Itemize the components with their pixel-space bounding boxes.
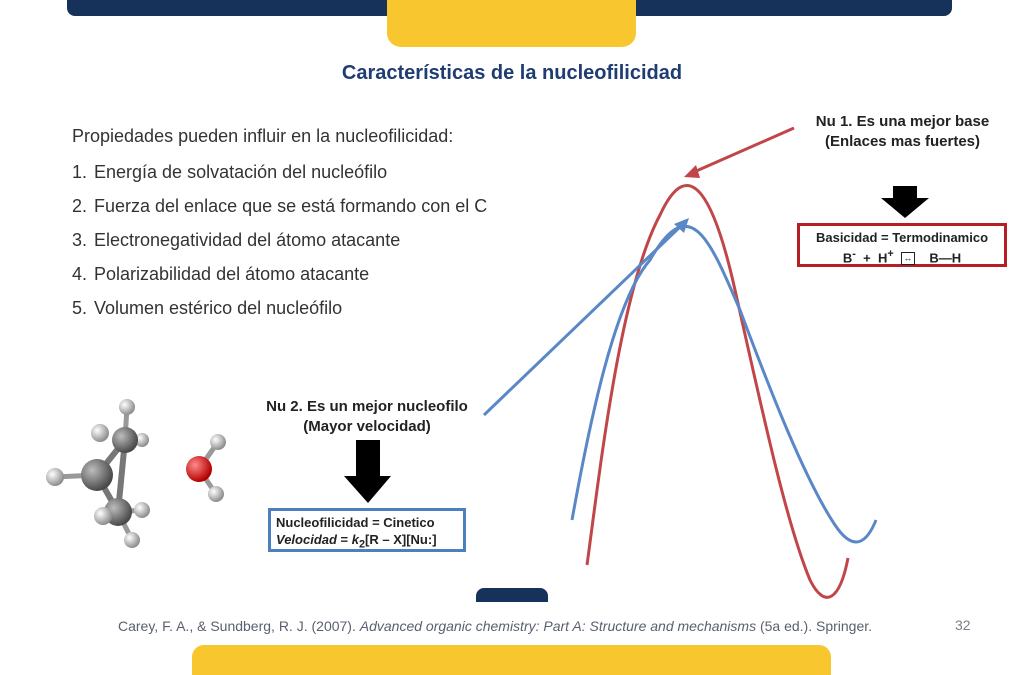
list-item: 1. Energía de solvatación del nucleófilo — [72, 162, 388, 182]
list-item: 3. Electronegatividad del átomo atacante — [72, 230, 401, 250]
list-item: 5. Volumen estérico del nucleófilo — [72, 298, 343, 318]
nu1-arrowhead — [684, 165, 700, 178]
page-number: 32 — [955, 617, 971, 633]
list-item: 2. Fuerza del enlace que se está formando con el C — [72, 196, 488, 216]
equilibrium-arrow-icon: ↔ — [901, 252, 915, 265]
blue-energy-curve — [572, 226, 876, 542]
basicity-box: Basicidad = Termodinamico B- + H+ ↔ B—H — [797, 223, 1007, 267]
nu2-arrow-line — [484, 225, 682, 415]
black-down-arrow-left — [344, 440, 391, 503]
molecule-3d-icon — [46, 399, 150, 548]
nu1-label: Nu 1. Es una mejor base (Enlaces mas fuertes) — [815, 113, 990, 150]
nu1-arrow-line — [694, 128, 794, 172]
intro-text: Propiedades pueden influir en la nucleofilicidad: — [72, 126, 454, 146]
black-down-arrow-right — [881, 186, 929, 218]
reference-citation: Carey, F. A., & Sundberg, R. J. (2007). Advanced organic chemistry: Part A: Structure and mechanisms (5a ed.). Springer. — [118, 618, 873, 634]
nu2-label: Nu 2. Es un mejor nucleofilo (Mayor velocidad) — [266, 398, 468, 435]
list-item: 4. Polarizabilidad del átomo atacante — [72, 264, 370, 284]
bottom-yellow-bar — [192, 645, 831, 675]
slide-title: Características de la nucleofilicidad — [341, 62, 683, 84]
nucleophilicity-box: Nucleofilicidad = Cinetico Velocidad = $k_2[R$ – X][Nu:] — [268, 508, 466, 552]
bottom-navy-tab — [476, 588, 548, 602]
water-molecule-icon — [186, 434, 226, 502]
